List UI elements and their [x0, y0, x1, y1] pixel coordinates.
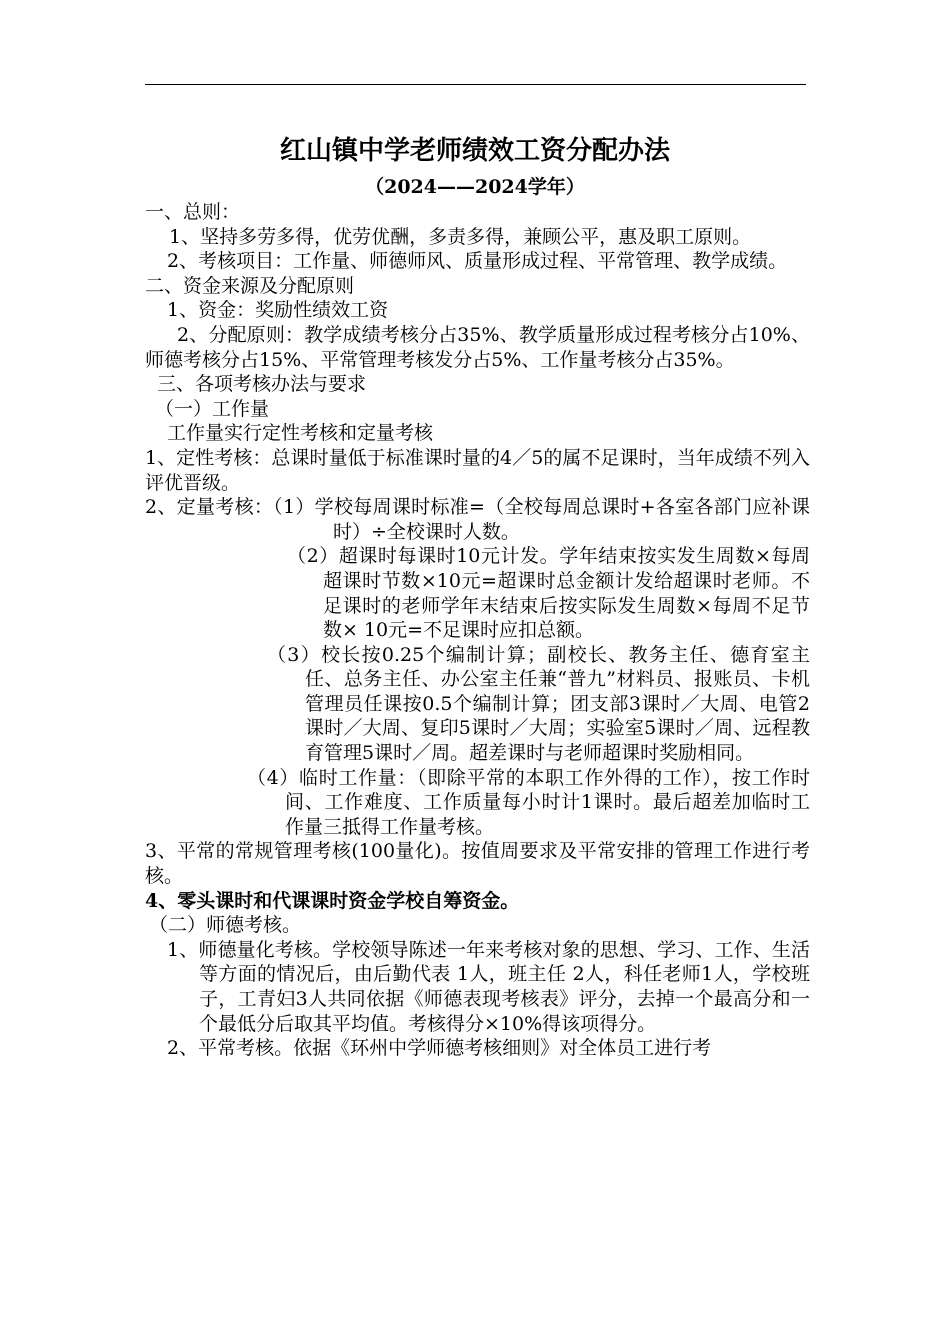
paragraph: 二、资金来源及分配原则 — [145, 274, 355, 297]
paragraph: （4）临时工作量：（即除平常的本职工作外得的工作），按工作时间、工作难度、工作质量每小时计1课时。最后超差加临时工作量三抵得工作量考核。 — [247, 766, 810, 838]
paragraph: 3、平常的常规管理考核(100量化)。按值周要求及平常安排的管理工作进行考核。 — [145, 840, 810, 888]
paragraph: 三、各项考核办法与要求 — [157, 373, 367, 396]
paragraph: 1、资金：奖励性绩效工资 — [167, 299, 389, 322]
paragraph: 4、零头课时和代课课时资金学校自筹资金。 — [145, 889, 520, 912]
paragraph: 2、考核项目：工作量、师德师风、质量形成过程、平常管理、教学成绩。 — [167, 250, 788, 273]
paragraph: 1、师德量化考核。学校领导陈述一年来考核对象的思想、学习、工作、生活等方面的情况后，由后勤代表 1人，班主任 2人，科任老师1人，学校班子，工青妇3人共同依据《师德表现考核表》评分，去掉一个最高分和一个最低分后取其平均值。考核得分×10%得该项得分。 — [167, 938, 810, 1035]
document-subtitle: （2024——2024学年） — [365, 176, 585, 198]
document-body — [145, 200, 810, 1061]
document-title: 红山镇中学老师绩效工资分配办法 — [279, 136, 670, 166]
paragraph: 1、坚持多劳多得，优劳优酬，多责多得，兼顾公平，惠及职工原则。 — [169, 225, 752, 248]
header-rule — [145, 84, 806, 85]
paragraph: （2）超课时每课时10元计发。学年结束按实发生周数×每周超课时节数×10元=超课时总金额计发给超课时老师。不足课时的老师学年末结束后按实际发生周数×每周不足节数× 10元=不足课时应扣总额。 — [287, 545, 810, 642]
paragraph: 2、定量考核：（1）学校每周课时标准=（全校每周总课时+各室各部门应补课时）÷全校课时人数。 — [145, 496, 810, 543]
paragraph: （一）工作量 — [155, 397, 270, 420]
paragraph: 工作量实行定性考核和定量考核 — [167, 422, 434, 445]
paragraph: （3）校长按0.25个编制计算；副校长、教务主任、德育室主任、总务主任、办公室主任兼“普九”材料员、报账员、卡机管理员任课按0.5个编制计算；团支部3课时／大周、电管2课时／大周、复印5课时／大周；实验室5课时／周、远程教育管理5课时／周。超差课时与老师超课时奖励相同。 — [267, 643, 810, 765]
paragraph: （二）师德考核。 — [149, 914, 302, 937]
paragraph: 2、分配原则：教学成绩考核分占35%、教学质量形成过程考核分占10%、师德考核分占15%、平常管理考核发分占5%、工作量考核分占35%。 — [145, 323, 810, 371]
paragraph: 2、平常考核。依据《环州中学师德考核细则》对全体员工进行考 — [167, 1037, 712, 1060]
paragraph: 1、定性考核：总课时量低于标准课时量的4／5的属不足课时，当年成绩不列入评优晋级。 — [145, 446, 810, 494]
paragraph: 一、总则： — [145, 201, 241, 223]
